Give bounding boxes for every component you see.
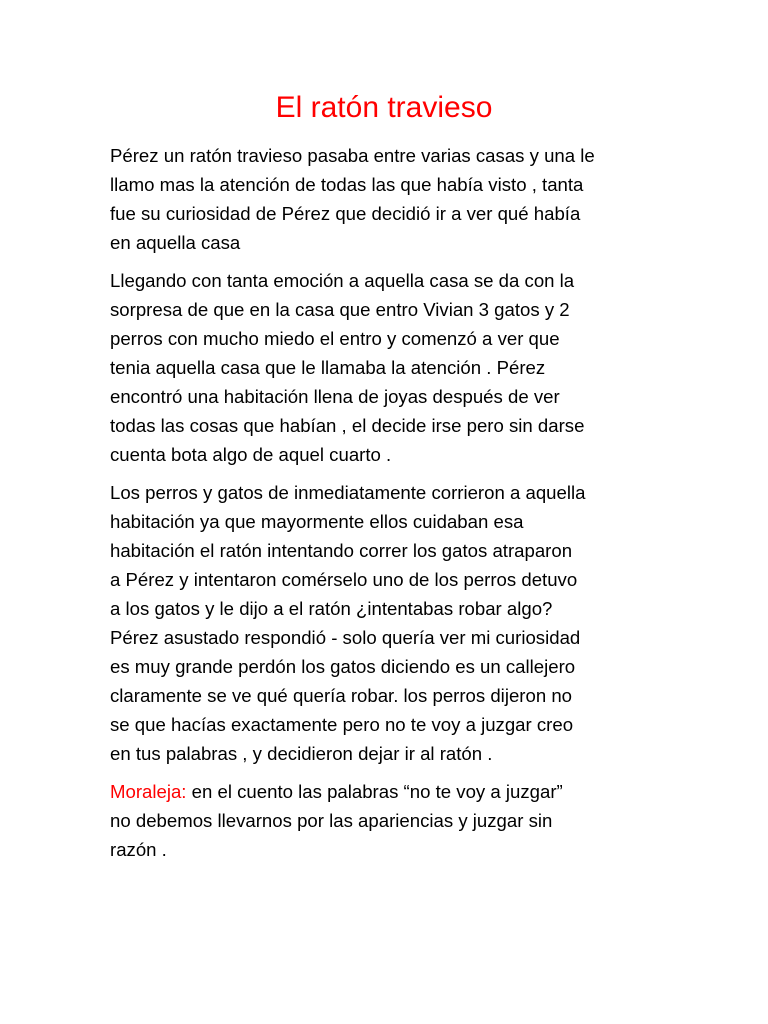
- paragraph-3: [110, 478, 670, 768]
- moral-line: razón .: [110, 839, 167, 860]
- paragraph-line: es muy grande perdón los gatos diciendo es un callejero: [110, 656, 576, 677]
- paragraph-line: habitación el ratón intentando correr los gatos atraparon: [110, 540, 573, 561]
- paragraph-line: perros con mucho miedo el entro y comenzó a ver que: [110, 328, 560, 349]
- paragraph-line: Pérez un ratón travieso pasaba entre varias casas y una le: [110, 145, 595, 166]
- paragraph-line: se que hacías exactamente pero no te voy a juzgar creo: [110, 714, 574, 735]
- document-body: [110, 141, 670, 873]
- document-title: El ratón travieso: [275, 91, 493, 124]
- moral-label: Moraleja:: [110, 781, 187, 802]
- paragraph-line: Los perros y gatos de inmediatamente corrieron a aquella: [110, 482, 586, 503]
- paragraph-line: a los gatos y le dijo a el ratón ¿intentabas robar algo?: [110, 598, 553, 619]
- paragraph-line: en tus palabras , y decidieron dejar ir al ratón .: [110, 743, 493, 764]
- paragraph-line: cuenta bota algo de aquel cuarto .: [110, 444, 392, 465]
- paragraph-line: tenia aquella casa que le llamaba la atención . Pérez: [110, 357, 546, 378]
- paragraph-line: habitación ya que mayormente ellos cuidaban esa: [110, 511, 524, 532]
- paragraph-line: sorpresa de que en la casa que entro Vivian 3 gatos y 2: [110, 299, 570, 320]
- moral-line: no debemos llevarnos por las apariencias y juzgar sin: [110, 810, 553, 831]
- paragraph-line: encontró una habitación llena de joyas después de ver: [110, 386, 560, 407]
- moral-first-line: [110, 777, 670, 806]
- paragraph-line: llamo mas la atención de todas las que había visto , tanta: [110, 174, 584, 195]
- moral-paragraph: [110, 777, 670, 864]
- paragraph-line: Llegando con tanta emoción a aquella casa se da con la: [110, 270, 575, 291]
- paragraph-line: todas las cosas que habían , el decide irse pero sin darse: [110, 415, 585, 436]
- paragraph-2: [110, 266, 670, 469]
- paragraph-line: en aquella casa: [110, 232, 241, 253]
- paragraph-line: fue su curiosidad de Pérez que decidió ir a ver qué había: [110, 203, 581, 224]
- moral-text: en el cuento las palabras “no te voy a juzgar”: [186, 781, 563, 802]
- paragraph-line: Pérez asustado respondió - solo quería ver mi curiosidad: [110, 627, 581, 648]
- paragraph-line: claramente se ve qué quería robar. los perros dijeron no: [110, 685, 573, 706]
- paragraph-line: a Pérez y intentaron comérselo uno de los perros detuvo: [110, 569, 578, 590]
- paragraph-1: [110, 141, 670, 257]
